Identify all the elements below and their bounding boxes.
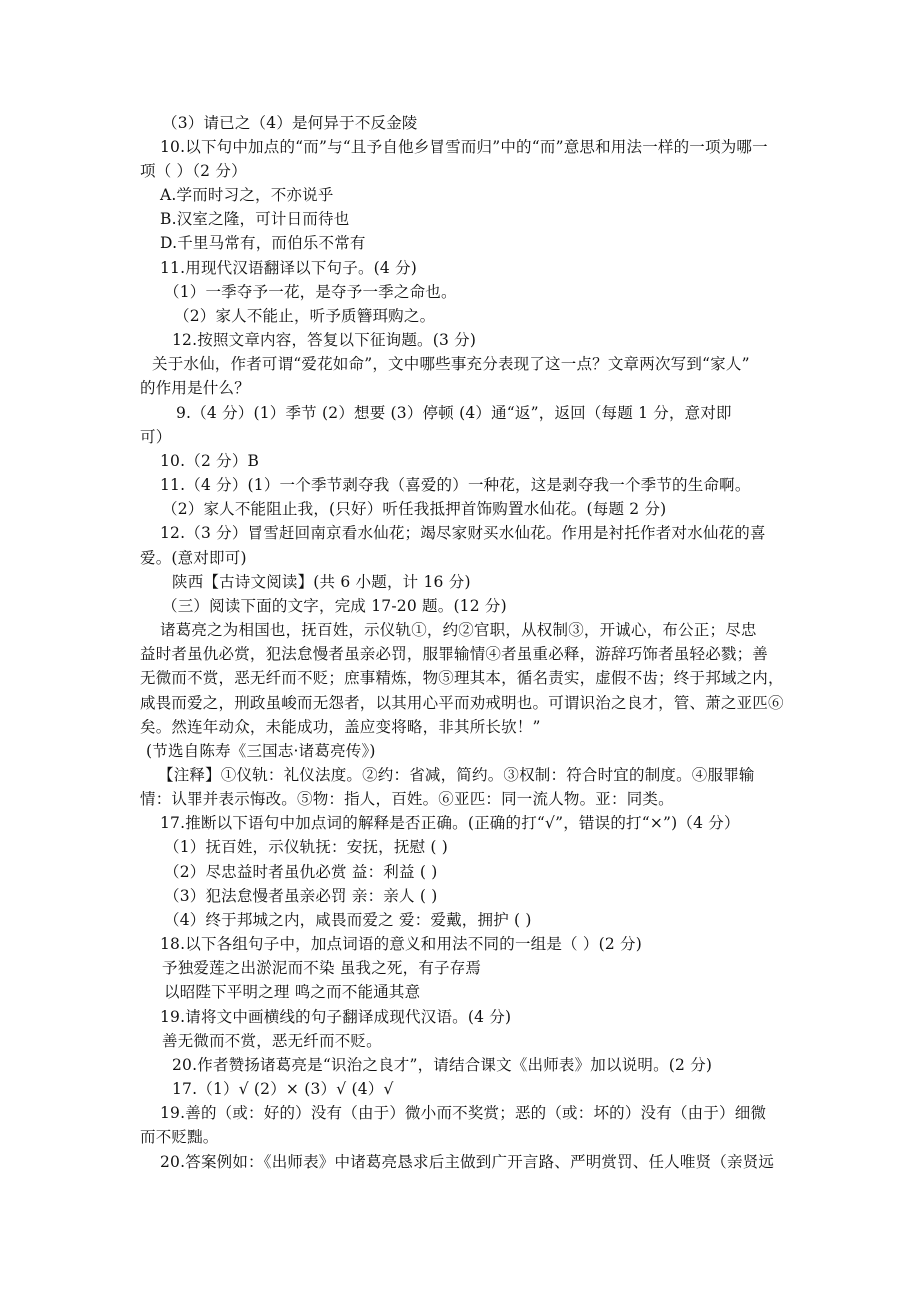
- text-line: （3）请已之（4）是何异于不反金陵: [162, 114, 418, 132]
- text-line: 善无微而不赏，恶无纤而不贬。: [162, 1032, 382, 1050]
- text-line: （1）一季夺予一花，是夺予一季之命也。: [164, 283, 457, 301]
- text-line: （三）阅读下面的文字，完成 17-20 题。(12 分): [162, 597, 507, 615]
- text-line: 20.作者赞扬诸葛亮是“识治之良才”，请结合课文《出师表》加以说明。(2 分): [172, 1056, 713, 1074]
- text-line: 12.按照文章内容，答复以下征询题。(3 分): [172, 331, 477, 349]
- text-line: 的作用是什么？: [140, 379, 250, 397]
- text-line: 爱。(意对即可): [140, 549, 247, 567]
- text-line: 予独爱莲之出淤泥而不染 虽我之死，有子存焉: [162, 959, 482, 977]
- text-line: 18.以下各组句子中，加点词语的意义和用法不同的一组是（ ）(2 分): [160, 935, 642, 953]
- text-line: 10.（2 分）B: [160, 452, 260, 470]
- text-line: 关于水仙，作者可谓“爱花如命”，文中哪些事充分表现了这一点？文章两次写到“家人”: [152, 355, 750, 373]
- text-line: 12.（3 分）冒雪赶回南京看水仙花；竭尽家财买水仙花。作用是衬托作者对水仙花的喜: [160, 524, 766, 542]
- text-line: 诸葛亮之为相国也，抚百姓，示仪轨①，约②官职，从权制③，开诚心，布公正；尽忠: [160, 621, 757, 639]
- text-line: 11.（4 分）(1）一个季节剥夺我（喜爱的）一种花，这是剥夺我一个季节的生命啊。: [160, 476, 751, 494]
- text-line: 陕西【古诗文阅读】(共 6 小题，计 16 分): [172, 573, 471, 591]
- text-line: 以昭陛下平明之理 鸣之而不能通其意: [164, 983, 421, 1001]
- text-line: 益时者虽仇必赏，犯法怠慢者虽亲必罚，服罪输情④者虽重必释，游辞巧饰者虽轻必戮；善: [140, 645, 769, 663]
- text-line: （2）家人不能阻止我，(只好）听任我抵押首饰购置水仙花。(每题 2 分): [162, 500, 667, 518]
- text-line: 17.（1）√ (2）× (3）√ (4）√: [172, 1080, 394, 1098]
- text-line: 【注释】①仪轨：礼仪法度。②约：省减，简约。③权制：符合时宜的制度。④服罪输: [158, 766, 755, 784]
- text-line: （2）家人不能止，听予质簪珥购之。: [174, 307, 436, 325]
- text-line: 19.善的（或：好的）没有（由于）微小而不奖赏；恶的（或：坏的）没有（由于）细微: [160, 1104, 767, 1122]
- text-line: 无微而不赏，恶无纤而不贬；庶事精炼，物⑤理其本，循名责实，虚假不齿；终于邦域之内，: [140, 669, 784, 687]
- text-line: （1）抚百姓，示仪轨抚：安抚，抚慰 ( ): [164, 838, 449, 856]
- text-line: 10.以下句中加点的“而”与“且予自他乡冒雪而归”中的“而”意思和用法一样的一项为哪一: [160, 138, 768, 156]
- text-line: （4）终于邦城之内，咸畏而爱之 爱：爱戴，拥护 ( ): [164, 911, 532, 929]
- text-line: (节选自陈寿《三国志·诸葛亮传》): [146, 742, 376, 760]
- text-line: 9.（4 分）(1）季节 (2）想要 (3）停顿 (4）通“返”，返回（每题 1 分，意对即: [176, 404, 732, 422]
- text-line: （3）犯法怠慢者虽亲必罚 亲：亲人 ( ): [164, 887, 438, 905]
- text-line: 项（ ）（2 分）: [140, 162, 247, 180]
- text-line: （2）尽忠益时者虽仇必赏 益：利益 ( ): [164, 863, 438, 881]
- text-line: A.学而时习之，不亦说乎: [160, 186, 334, 204]
- text-line: 而不贬黜。: [140, 1128, 219, 1146]
- text-line: 咸畏而爱之，刑政虽峻而无怨者，以其用心平而劝戒明也。可谓识治之良才，管、萧之亚匹⑥: [140, 694, 784, 712]
- text-line: D.千里马常有，而伯乐不常有: [160, 234, 366, 252]
- text-line: 矣。然连年动众，未能成功，盖应变将略，非其所长欤！”: [140, 718, 541, 736]
- text-line: B.汉室之隆，可计日而待也: [160, 210, 350, 228]
- text-line: 11.用现代汉语翻译以下句子。(4 分): [160, 259, 418, 277]
- text-line: 20.答案例如：《出师表》中诸葛亮恳求后主做到广开言路、严明赏罚、任人唯贤（亲贤远: [160, 1153, 775, 1171]
- text-line: 19.请将文中画横线的句子翻译成现代汉语。(4 分): [160, 1008, 512, 1026]
- text-line: 可）: [140, 428, 172, 446]
- text-line: 情：认罪并表示悔改。⑤物：指人，百姓。⑥亚匹：同一流人物。亚：同类。: [140, 790, 674, 808]
- text-line: 17.推断以下语句中加点词的解释是否正确。(正确的打“√”，错误的打“×”)（4 分）: [160, 814, 740, 832]
